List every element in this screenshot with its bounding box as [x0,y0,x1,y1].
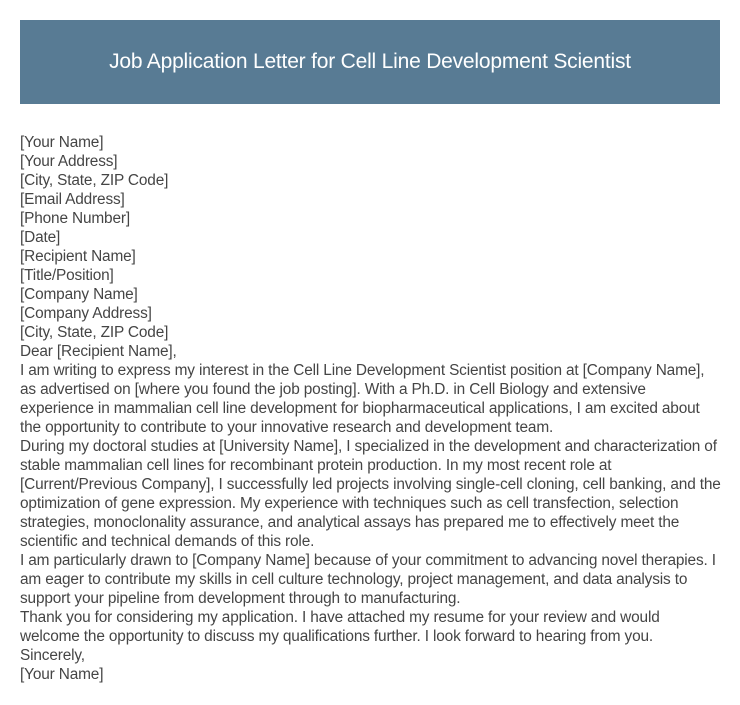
closing: Sincerely, [20,647,85,664]
sender-city-state-zip: [City, State, ZIP Code] [20,172,169,189]
sender-phone: [Phone Number] [20,210,130,227]
recipient-address: [Company Address] [20,305,152,322]
sender-name: [Your Name] [20,134,104,151]
paragraph-experience: During my doctoral studies at [University Name], I specialized in the development and characterization of stable mammalian cell lines for recombinant protein production. In my most recent role at [Current/Previous Company], I successfully led projects involving single-cell cloning, cell banking, and the optimization of gene expression. My experience with techniques such as cell transfection, selection strategies, monoclonality assurance, and analytical assays has prepared me to effectively meet the scientific and technical demands of this role. [20,438,721,550]
sender-email: [Email Address] [20,191,125,208]
letter-body [20,133,722,684]
recipient-name: [Recipient Name] [20,248,136,265]
recipient-title: [Title/Position] [20,267,114,284]
page-header [20,20,720,104]
paragraph-intro: I am writing to express my interest in the Cell Line Development Scientist position at [Company Name], as advertised on [where you found the job posting]. With a Ph.D. in Cell Biology and extensive experience in mammalian cell line development for biopharmaceutical applications, I am excited about the opportunity to contribute to your innovative research and development team. [20,362,705,436]
recipient-company: [Company Name] [20,286,138,303]
paragraph-closing: Thank you for considering my application. I have attached my resume for your review and would welcome the opportunity to discuss my qualifications further. I look forward to hearing from you. [20,609,660,645]
salutation: Dear [Recipient Name], [20,343,177,360]
page-title: Job Application Letter for Cell Line Development Scientist [109,50,631,73]
signature: [Your Name] [20,666,104,683]
letter-date: [Date] [20,229,61,246]
recipient-city-state-zip: [City, State, ZIP Code] [20,324,169,341]
paragraph-motivation: I am particularly drawn to [Company Name] because of your commitment to advancing novel therapies. I am eager to contribute my skills in cell culture technology, project management, and data analysis to support your pipeline from development through to manufacturing. [20,552,716,607]
sender-address: [Your Address] [20,153,118,170]
